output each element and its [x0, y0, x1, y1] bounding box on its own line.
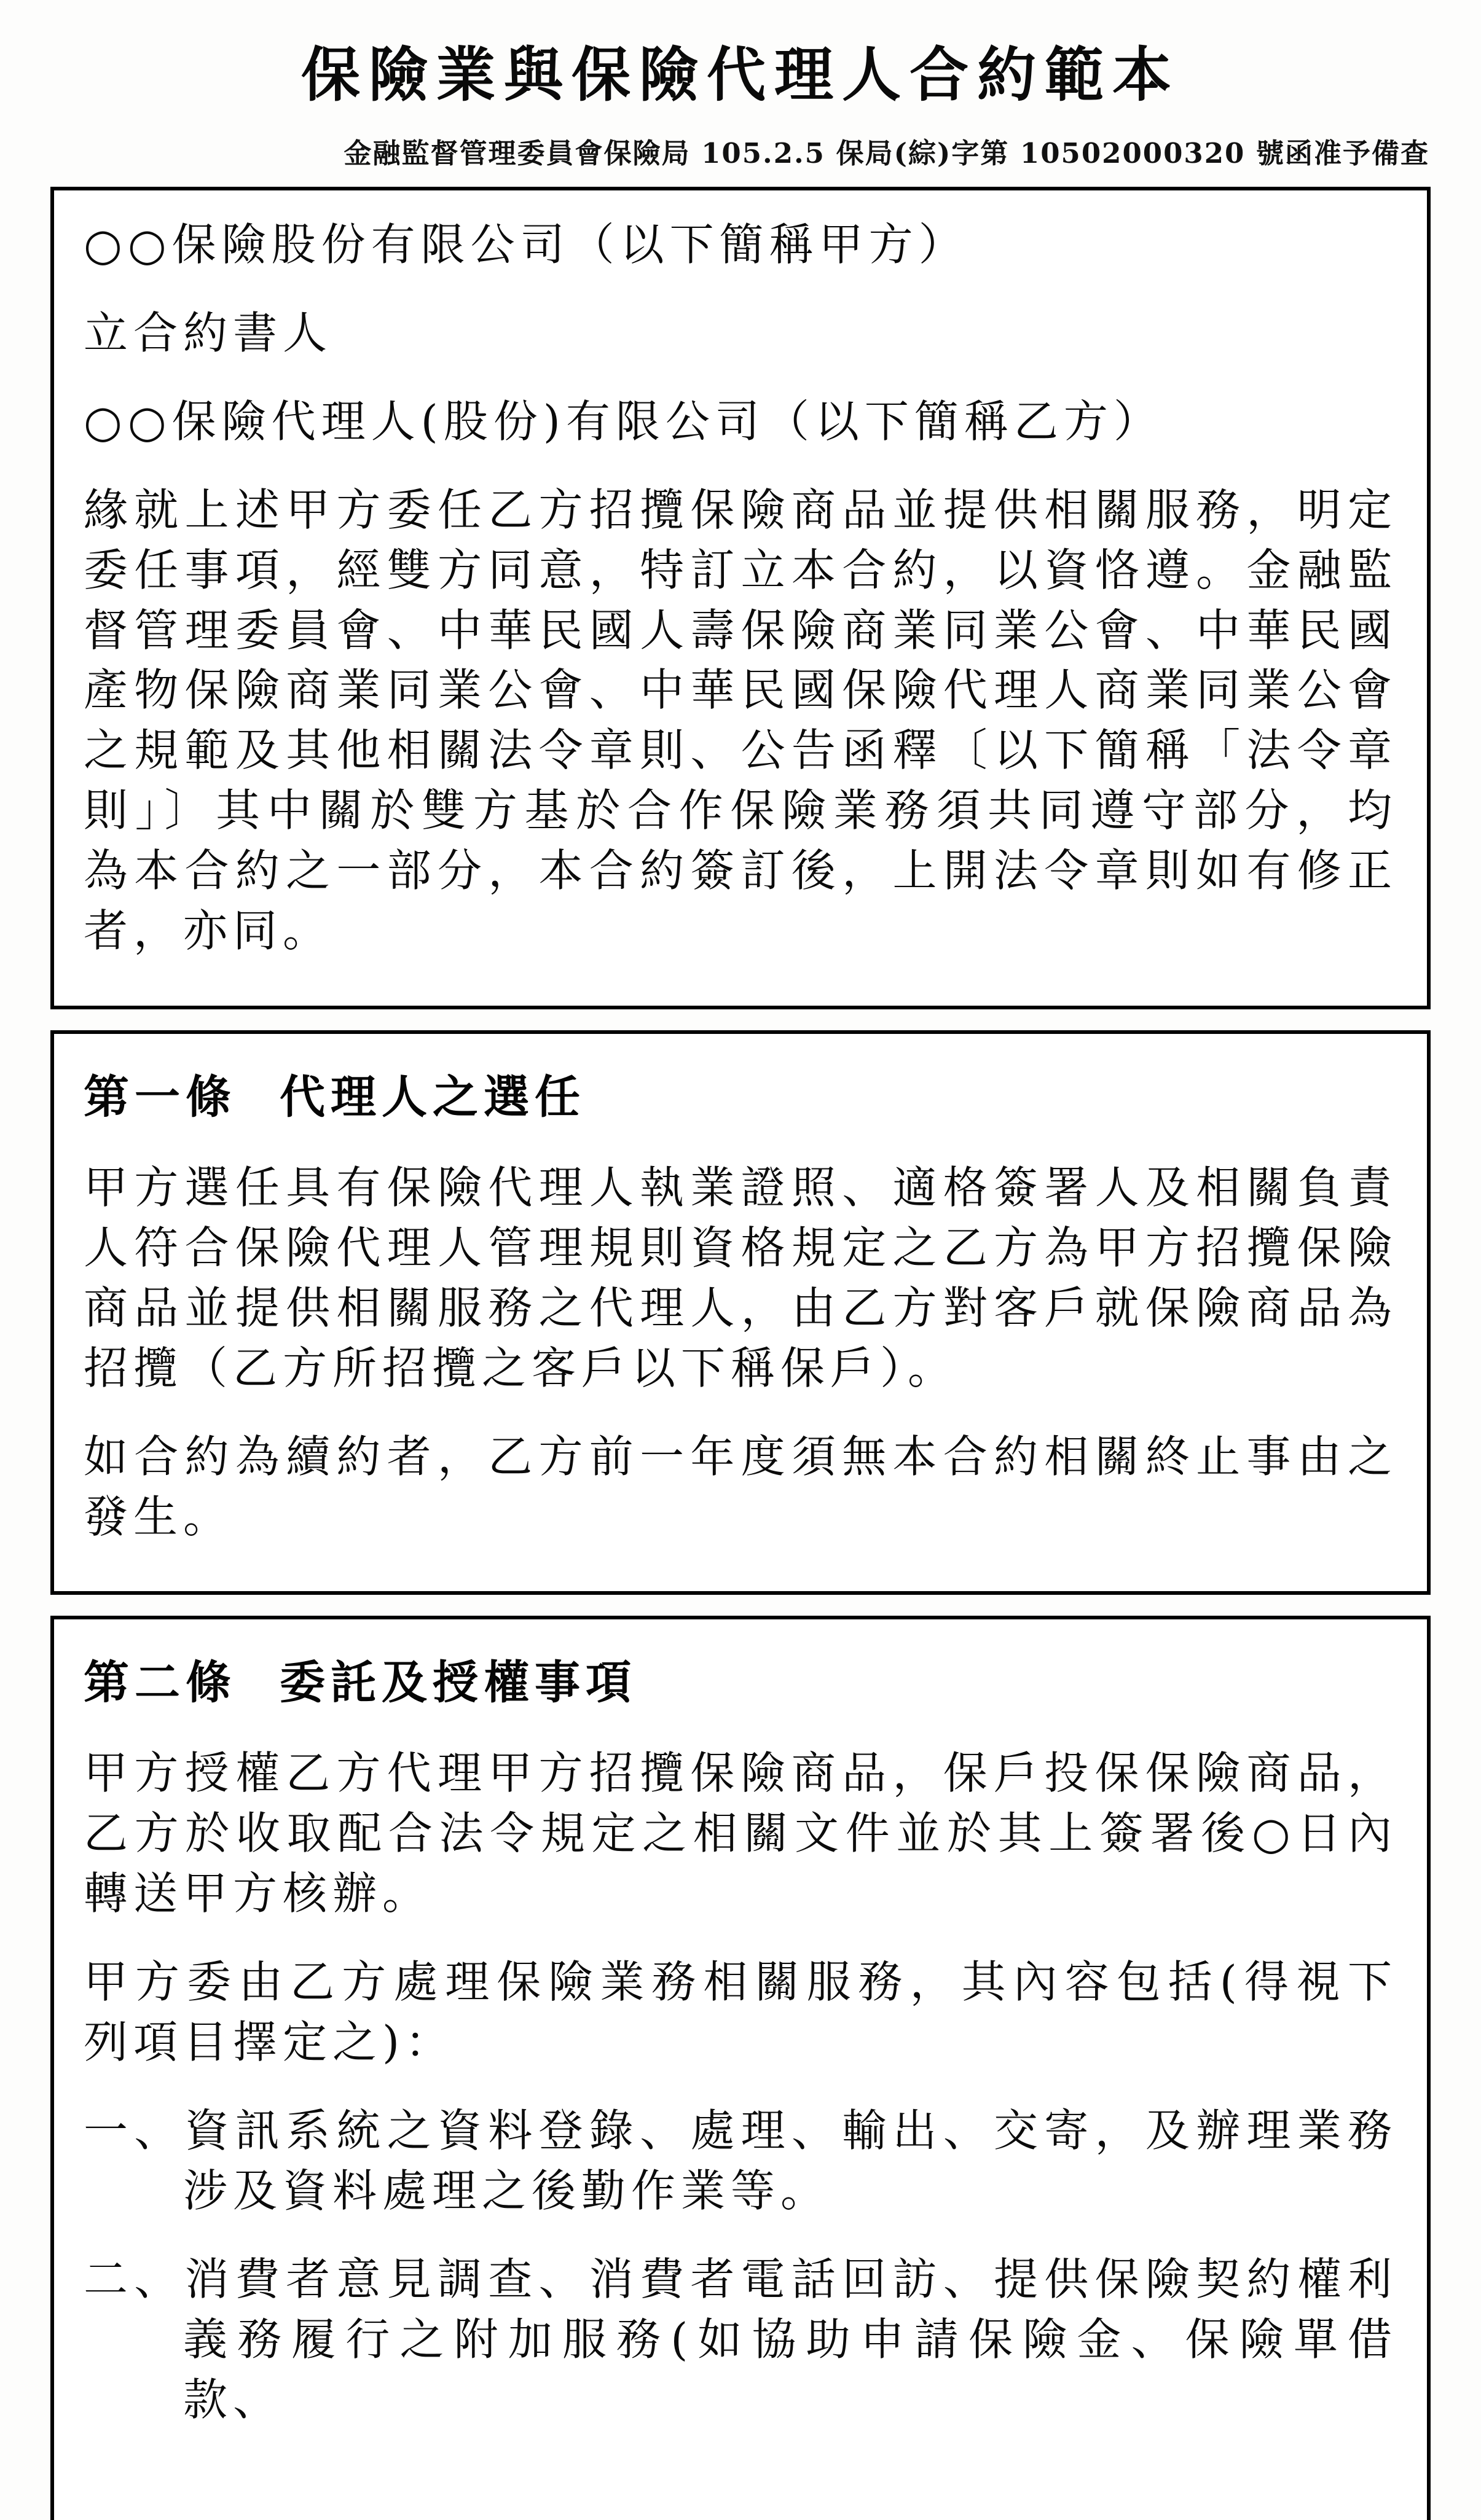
article-1-paragraph: 如合約為續約者，乙方前一年度須無本合約相關終止事由之發生。: [84, 1430, 1397, 1543]
article-1-title: 代理人之選任: [280, 1070, 586, 1124]
parties-label: 立合約書人: [84, 307, 333, 359]
preamble-body: 緣就上述甲方委任乙方招攬保險商品並提供相關服務，明定委任事項，經雙方同意，特訂立本合約，以資恪遵。金融監督管理委員會、中華民國人壽保險商業同業公會、中華民國產物保險商業同業公會、中華民國保險代理人商業同業公會之規範及其他相關法令章則、公告函釋〔以下簡稱「法令章則」〕其中關於雙方基於合作保險業務須共同遵守部分，均為本合約之一部分，本合約簽訂後，上開法令章則如有修正者，亦同。: [84, 483, 1397, 957]
article-2-paragraph: 甲方委由乙方處理保險業務相關服務，其內容包括(得視下列項目擇定之)：: [84, 1956, 1397, 2068]
article-2-title: 委託及授權事項: [280, 1656, 637, 1710]
article-1-paragraph: 甲方選任具有保險代理人執業證照、適格簽署人及相關負責人符合保險代理人管理規則資格規定之乙方為甲方招攬保險商品並提供相關服務之代理人，由乙方對客戶就保險商品為招攬（乙方所招攬之客戶以下稱保戶）。: [84, 1161, 1397, 1394]
article-2-list-item: 二、消費者意見調查、消費者電話回訪、提供保險契約權利義務履行之附加服務(如協助申請保險金、保險單借款、: [84, 2253, 1397, 2425]
approval-note: 金融監督管理委員會保險局 105.2.5 保局(綜)字第 10502000320 號函准予備查: [344, 137, 1429, 170]
preamble-section: [50, 187, 1431, 1009]
article-1-section: [50, 1030, 1431, 1595]
article-1-heading: [84, 1061, 1397, 1126]
article-2-heading: [84, 1646, 1397, 1712]
document-title: 保險業與保險代理人合約範本: [301, 40, 1180, 109]
article-2-section: [50, 1616, 1431, 2520]
article-2-number: 第二條: [84, 1656, 237, 1710]
party-a-line: ○○保險股份有限公司（以下簡稱甲方）: [84, 219, 968, 270]
article-2-paragraph: 甲方授權乙方代理甲方招攬保險商品，保戶投保保險商品，乙方於收取配合法令規定之相關文件並於其上簽署後○日內轉送甲方核辦。: [84, 1747, 1397, 1920]
party-b-line: ○○保險代理人(股份)有限公司（以下簡稱乙方）: [84, 395, 1163, 447]
article-2-list-item: 一、資訊系統之資料登錄、處理、輸出、交寄，及辦理業務涉及資料處理之後勤作業等。: [84, 2104, 1397, 2217]
article-1-number: 第一條: [84, 1070, 237, 1124]
